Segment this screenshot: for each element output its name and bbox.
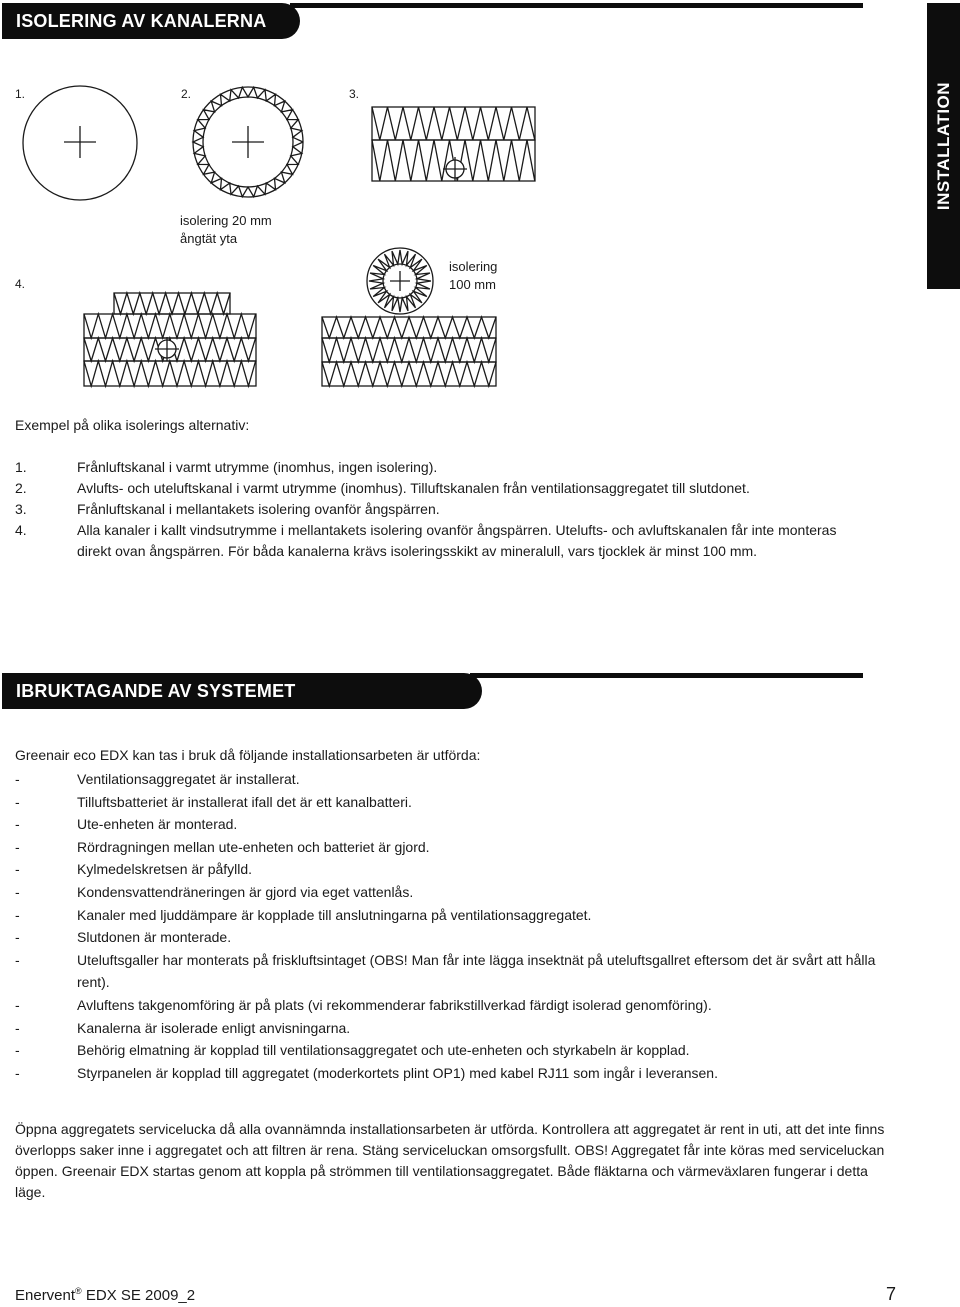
checklist-text: Kanalerna är isolerade enligt anvisningarna. <box>77 1019 351 1036</box>
item-text: Frånluftskanal i varmt utrymme (inomhus, ingen isolering). <box>77 459 438 475</box>
layer4a-row1-box <box>114 293 230 314</box>
checklist-item <box>15 858 895 881</box>
layer4a-row4-zigzag <box>84 361 256 386</box>
checklist-text: Ventilationsaggregatet är installerat. <box>77 771 300 787</box>
registered-mark: ® <box>75 1286 82 1296</box>
figure-number-2: 2. <box>181 87 192 101</box>
label-vapor-barrier: ångtät yta <box>180 231 238 246</box>
duct-crosshair-1 <box>64 126 96 158</box>
dash-marker: - <box>15 929 20 946</box>
duct-crosshair-2 <box>232 126 264 158</box>
dash-marker: - <box>15 816 20 833</box>
dash-marker: - <box>15 1042 20 1059</box>
checklist-text: Tilluftsbatteriet är installerat ifall det är ett kanalbatteri. <box>77 793 412 810</box>
startup-intro: Greenair eco EDX kan tas i bruk då följande installationsarbeten är utförda: <box>15 747 481 763</box>
checklist-text: Behörig elmatning är kopplad till ventilationsaggregatet och ute-enheten och styrkabeln är kopplad. <box>77 1042 690 1059</box>
dash-marker: - <box>15 1064 20 1081</box>
checklist-text: Styrpanelen är kopplad till aggregatet (moderkortets plint OP1) med kabel RJ11 som ingår i leveransen. <box>77 1064 718 1081</box>
dash-marker: - <box>15 861 20 878</box>
insulation-layers-4b <box>322 317 496 386</box>
model-code: EDX SE 2009_2 <box>81 1287 196 1304</box>
dash-marker: - <box>15 771 20 787</box>
figure-number-3: 3. <box>349 87 360 101</box>
figure-number-4: 4. <box>15 277 26 291</box>
label-insulation: isolering <box>449 259 498 274</box>
dash-marker: - <box>15 883 20 900</box>
item-number: 1. <box>15 459 27 475</box>
dash-marker: - <box>15 951 20 968</box>
checklist-item <box>15 881 895 904</box>
list-item <box>15 520 895 562</box>
layer4b-row3-zigzag <box>322 362 496 386</box>
checklist-item <box>15 813 895 836</box>
dash-marker: - <box>15 906 20 923</box>
figure-number-1: 1. <box>15 87 26 101</box>
brand-name: Enervent <box>15 1287 76 1304</box>
layer4b-row1-box <box>322 317 496 338</box>
list-item <box>15 499 895 520</box>
checklist-text: Uteluftsgaller har monterats på friskluftsintaget (OBS! Man får inte lägga insektnät på uteluftsgallret eftersom det är svårt att hålla rent). <box>77 951 876 991</box>
insulation-diagrams <box>0 0 960 400</box>
checklist-item <box>15 768 895 791</box>
item-number: 4. <box>15 522 27 538</box>
checklist-item <box>15 904 895 927</box>
checklist-text: Kylmedelskretsen är påfylld. <box>77 861 253 878</box>
checklist-item <box>15 836 895 859</box>
dash-marker: - <box>15 996 20 1013</box>
checklist-item <box>15 926 895 949</box>
checklist-item <box>15 994 895 1017</box>
layer4b-row1-zigzag <box>322 317 496 338</box>
layer3-row1-zigzag <box>372 107 535 140</box>
startup-checklist <box>15 768 895 1084</box>
label-100mm: 100 mm <box>449 277 496 292</box>
item-number: 3. <box>15 501 27 517</box>
section-title: ISOLERING AV KANALERNA <box>16 11 267 31</box>
section-title: IBRUKTAGANDE AV SYSTEMET <box>16 681 296 701</box>
page-number: 7 <box>886 1284 897 1304</box>
checklist-item <box>15 791 895 814</box>
label-insulation-20mm: isolering 20 mm <box>180 213 272 228</box>
layer4b-row3-box <box>322 362 496 386</box>
list-item <box>15 457 895 478</box>
duct-crosshair-4b <box>390 271 410 291</box>
dash-marker: - <box>15 838 20 855</box>
startup-paragraph: Öppna aggregatets servicelucka då alla ovannämnda installationsarbeten är utförda. Kontrollera att aggregatet är rent in uti, att det inte finns överlopps saker inne i aggregatet och att filtren är rena. Stäng serviceluckan omsorgsfullt. OBS! Aggregatet får inte köras med serviceluckan öppen. Greenair EDX startas genom att koppla på strömmen till ventilationsaggregatet. Både fläktarna och värmeväxlaren fungerar i detta läge. <box>15 1121 885 1200</box>
checklist-text: Ute-enheten är monterad. <box>77 816 238 833</box>
examples-list <box>15 457 895 562</box>
duct-crosshair-3 <box>443 157 467 181</box>
layer4a-row1-zigzag <box>114 293 230 314</box>
dash-marker: - <box>15 793 20 810</box>
footer-brand <box>15 1286 195 1304</box>
checklist-item <box>15 1039 895 1062</box>
item-text: Alla kanaler i kallt vindsutrymme i mellantakets isolering ovanför ångspärren. Utelufts- och avluftskanalen får inte monteras direkt ovan ångspärren. För båda kanalerna krävs isoleringsskikt av mineralull, vars tjocklek är minst 100 mm. <box>77 522 837 559</box>
checklist-item <box>15 1062 895 1085</box>
examples-intro: Exempel på olika isolerings alternativ: <box>15 417 250 433</box>
checklist-text: Avluftens takgenomföring är på plats (vi rekommenderar fabrikstillverkad färdigt isolerad genomföring). <box>77 996 712 1013</box>
checklist-item <box>15 1017 895 1040</box>
list-item <box>15 478 895 499</box>
dash-marker: - <box>15 1019 20 1036</box>
checklist-item <box>15 949 895 994</box>
insulation-layers-4a <box>84 293 256 386</box>
checklist-text: Rördragningen mellan ute-enheten och batteriet är gjord. <box>77 838 430 855</box>
checklist-text: Slutdonen är monterade. <box>77 929 232 946</box>
item-text: Frånluftskanal i mellantakets isolering ovanför ångspärren. <box>77 501 440 517</box>
item-text: Avlufts- och uteluftskanal i varmt utrymme (inomhus). Tilluftskanalen från ventilationsaggregatet till slutdonet. <box>77 480 750 496</box>
section-header-ibruktagande <box>2 673 482 709</box>
layer4b-row2-zigzag <box>322 338 496 362</box>
layer4b-row2-box <box>322 338 496 362</box>
checklist-text: Kondensvattendräneringen är gjord via eget vattenlås. <box>77 883 414 900</box>
section-rule <box>470 673 863 678</box>
side-tab-label: INSTALLATION <box>933 81 953 211</box>
layer4a-row2-zigzag <box>84 314 256 338</box>
item-number: 2. <box>15 480 27 496</box>
checklist-text: Kanaler med ljuddämpare är kopplade till anslutningarna på ventilationsaggregatet. <box>77 906 592 923</box>
